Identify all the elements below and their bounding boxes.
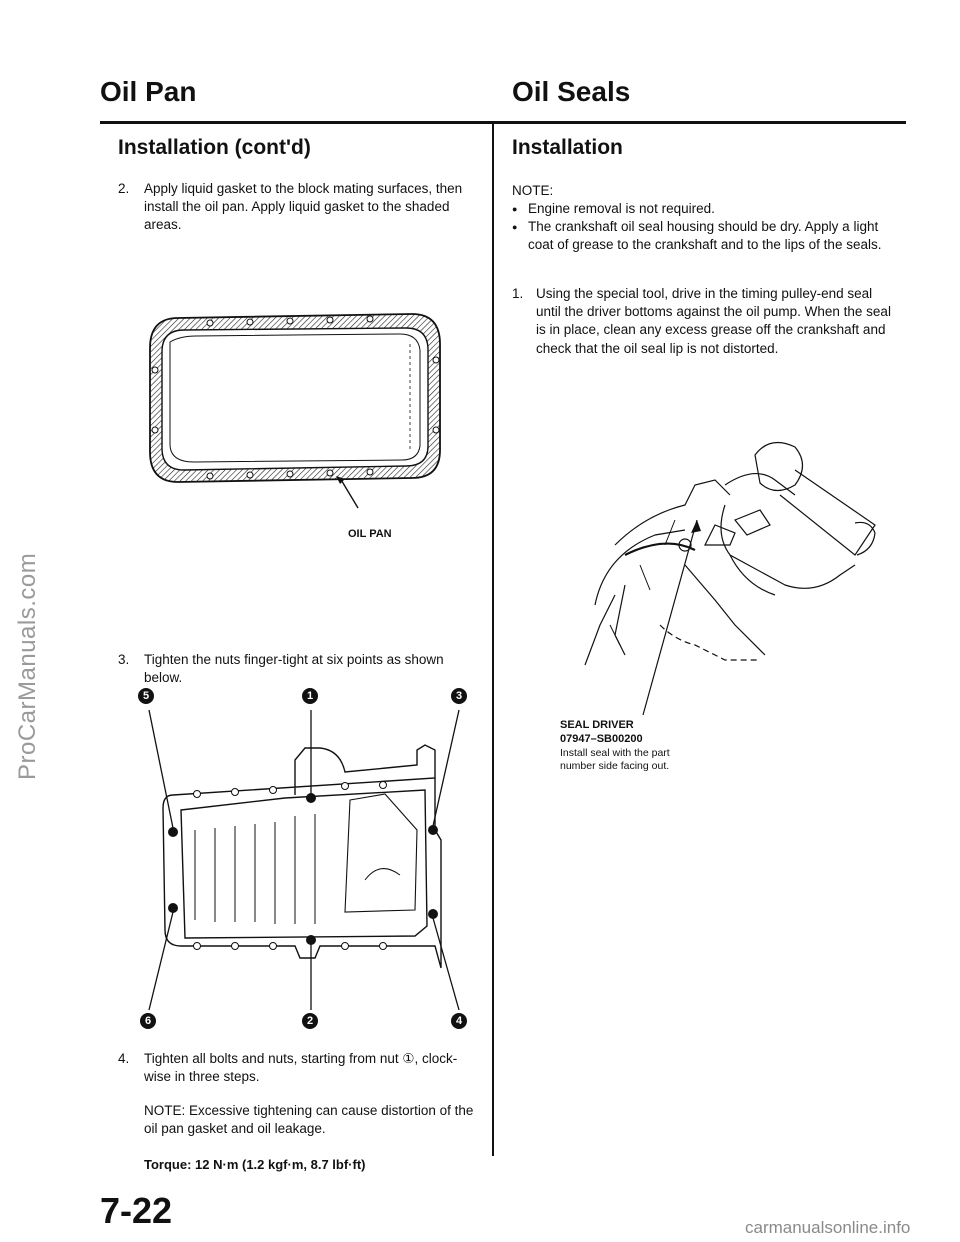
right-section-title: Installation [512, 136, 623, 159]
footer-watermark: carmanualsonline.info [745, 1218, 911, 1237]
note-list [512, 200, 892, 255]
step-number: 2. [118, 181, 130, 196]
marker-4: 4 [451, 1013, 467, 1029]
marker-6: 6 [140, 1013, 156, 1029]
step-text: Tighten the nuts finger-tight at six points as shown below. [144, 652, 444, 686]
step-text: Using the special tool, drive in the timing pulley-end seal until the driver bottoms against the oil pump. When the seal is in place, clean any excess grease off the crankshaft and check that the oil seal lip is not distorted. [536, 286, 891, 356]
tool-instruction: Install seal with the part number side facing out. [560, 747, 670, 773]
marker-3: 3 [451, 688, 467, 704]
tightening-sequence-diagram [135, 690, 480, 1040]
note-label: NOTE: [512, 183, 554, 198]
marker-5: 5 [138, 688, 154, 704]
oil-pan-gasket-diagram [140, 300, 460, 545]
side-watermark: ProCarManuals.com [14, 552, 41, 780]
torque-spec: Torque: 12 N·m (1.2 kgf·m, 8.7 lbf·ft) [144, 1157, 366, 1172]
note-item: ● Engine removal is not required. [512, 200, 892, 218]
marker-1: 1 [302, 688, 318, 704]
seal-driver-illustration [555, 425, 885, 725]
step-text: Tighten all bolts and nuts, starting from nut ①, clock-wise in three steps. [144, 1051, 458, 1085]
right-page-title: Oil Seals [512, 76, 631, 107]
marker-2: 2 [302, 1013, 318, 1029]
column-divider [492, 124, 494, 1156]
left-note: NOTE: Excessive tightening can cause distortion of the oil pan gasket and oil leakage. [144, 1103, 474, 1137]
step-number: 3. [118, 652, 130, 667]
left-section-title: Installation (cont'd) [118, 136, 311, 159]
step-number: 1. [512, 286, 524, 301]
tool-number: 07947–SB00200 [560, 733, 643, 745]
step-text: Apply liquid gasket to the block mating surfaces, then install the oil pan. Apply liquid gasket to the shaded areas. [144, 181, 463, 233]
page-number: 7-22 [100, 1190, 173, 1231]
note-item: ● The crankshaft oil seal housing should be dry. Apply a light coat of grease to the crankshaft and to the lips of the seals. [512, 218, 892, 254]
step-number: 4. [118, 1051, 130, 1066]
left-page-title: Oil Pan [100, 76, 197, 107]
oil-pan-label: OIL PAN [348, 528, 392, 540]
tool-name: SEAL DRIVER [560, 719, 634, 731]
header-rule [100, 121, 906, 124]
